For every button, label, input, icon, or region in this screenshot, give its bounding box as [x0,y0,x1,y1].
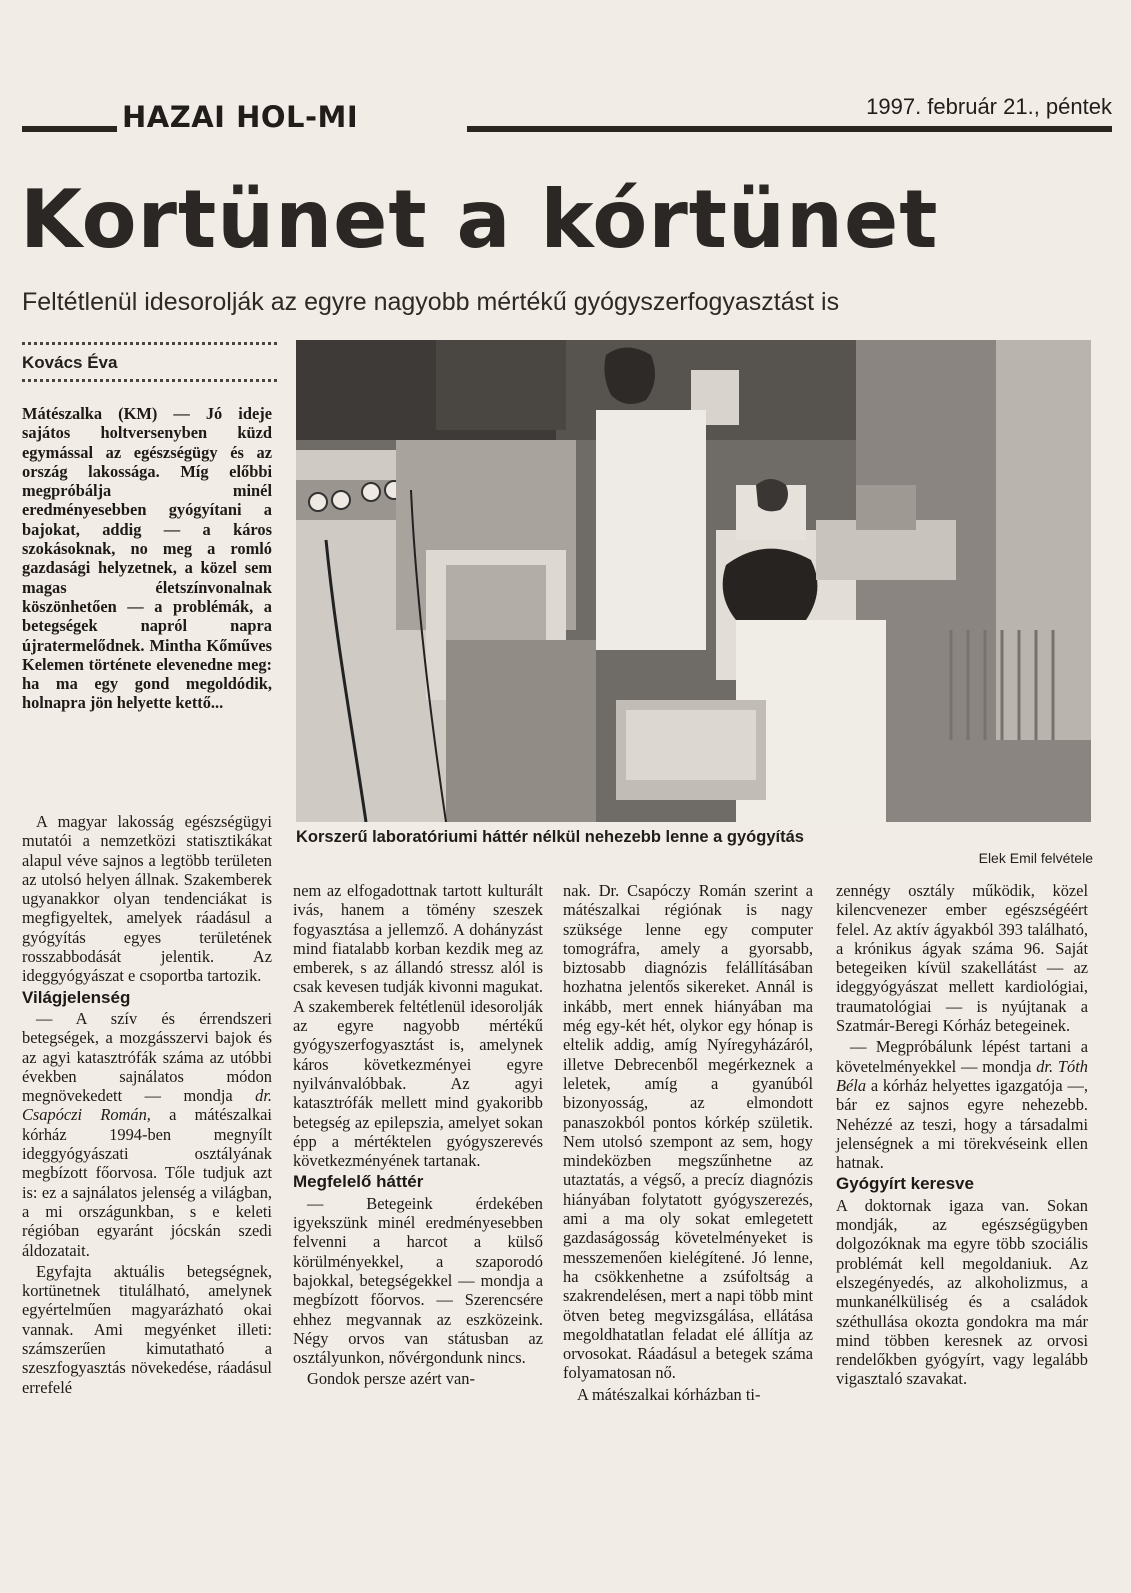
section-title: HAZAI HOL-MI [122,100,359,134]
col4-paragraph-2 [836,1037,1088,1172]
col1-p2-name: dr. Csapóczi Román, [22,1086,272,1125]
col1-paragraph-1: A magyar lakosság egészségügyi mutatói a nemzetközi statisztikákat alapul véve sajnos a legtöbb területen az utolsó helyen állnak. Szakemberek ugyanakkor olyan tendenciákat is megfigyeltek, amelyek ráadásul a gyógyítás egyes területének rosszabbodását jelentik. Az ideggyógyászat e csoportba tartozik. [22,812,272,986]
col1-p2-text-b: a mátészalkai kórház 1994-ben megnyílt ideggyógyászati osztályának megbízott főorvosa. Tőle tudjuk azt is: ez a sajnálatos jelenség a világban, a mi országunkban, s e keleti régióban egyaránt jócskán szedi áldozatait. [22,1105,272,1260]
photo-caption: Korszerű laboratóriumi háttér nélkül nehezebb lenne a gyógyítás [296,828,804,846]
col3-paragraph-2: A mátészalkai kórházban ti- [577,1384,761,1404]
col2-paragraph-3: Gondok persze azért van- [307,1369,475,1389]
lab-photo-illustration [296,340,1091,822]
col4-p2-text-b: a kórház helyettes igazgatója —, bár ez sajnos egyre nehezebb. Nehézzé az teszi, hogy a társadalmi jelenségnek a mi törekvéseink ellen hatnak. [836,1075,1088,1173]
column-2 [293,881,543,1391]
column-4 [836,881,1088,1391]
column-1 [22,812,272,1399]
dotted-rule-bottom [22,379,277,382]
subheading-megfelelo-hatter: Megfelelő háttér [293,1172,424,1192]
lead-paragraph: Mátészalka (KM) — Jó ideje sajátos holtversenyben küzd egymással az egészségügy és az ország lakossága. Míg előbbi megpróbálja minél eredményesebben gyógyítani a bajokat, addig — a káros szokásoknak, no meg a romló gazdasági helyzetnek, a közel sem magas életszínvonalnak köszönhetően — a problémák, a betegségek napról napra újratermelődnek. Mintha Kőműves Kelemen története elevenedne meg: ha ma egy gond megoldódik, holnapra jön helyette kettő... [22,404,272,713]
subheading-vilagjelenseg: Világjelenség [22,987,131,1007]
col4-paragraph-1: zennégy osztály működik, közel kilencvenezer ember egészségéért felel. Az aktív ágyakból 393 található, a krónikus ágyak száma 96. Saját betegeiken kívül szakellátást — az ideggyógyászat mellett kardiológiai, traumatológiai — is nyújtanak a Szatmár-Beregi Kórház betegeinek. [836,881,1088,1036]
col3-paragraph-1: nak. Dr. Csapóczy Román szerint a mátészalkai régiónak is nagy szüksége lenne egy computer tomográfra, amely a gyorsabb, biztosabb diagnózis felállításában hozhatna jelentős sikereket. Annál is inkább, mert ennek hiányában ma még egy-két hét, olykor egy hónap is eltelik addig, amíg Nyíregyházáról, illetve Debrecenből megérkeznek a leletek, amíg a gyanúból bizonyosság, az elmondott panaszokból pontos kórkép születik. Nem utolsó szempont az sem, hogy mindeközben megszűnhetne az utaztatás, a végső, a precíz diagnózis hiányában folytatott gyógyszerezés, ami a ma oly sokat emlegetett gazdaságosság követelményeket is messzemenően kielégítené. Jó lenne, ha csökkenhetne a zsúfoltság a szakrendelésen, mert a napi több mint ötven beteg megvizsgálása, ellátása megoldhatatlan feladat elé állítja az orvosokat. Ráadásul a betegek száma folyamatosan nő. [563,881,813,1383]
col1-p2-text-a: — A szív és érrendszeri betegségek, a mozgásszervi bajok és az agyi katasztrófák száma az utóbbi években sajnálatos módon megnövekedett — mondja [22,1008,272,1106]
lab-photo [296,340,1091,822]
header-rule-left [22,126,117,132]
issue-date: 1997. február 21., péntek [860,94,1112,120]
photo-credit: Elek Emil felvétele [978,850,1093,866]
col4-p2-text-a: — Megpróbálunk lépést tartani a követelményekkel — mondja [836,1037,1088,1076]
column-3 [563,881,813,1406]
col2-paragraph-2: — Betegeink érdekében igyekszünk minél eredményesebben felvenni a harcot a külső körülményekkel, a szaporodó bajokkal, betegségekkel — mondja a megbízott főorvos. — Szerencsére ehhez megvannak az eszközeink. Négy orvos van státusban az osztályunkon, nővérgondunk nincs. [293,1193,543,1368]
col2-paragraph-1: nem az elfogadottnak tartott kulturált ivás, hanem a tömény szeszek fogyasztása a jellemző. A dohányzást mind fiatalabb korban kezdik meg az emberek, s az állandó stressz alól is csak kevesen tudják kivonni magukat. A szakemberek feltétlenül idesorolják az egyre nagyobb mértékű gyógyszerfogyasztást is, amelynek káros következményei egyre nyilvánvalóbbak. Az agyi katasztrófák mellett mind gyakoribb betegség az epilepszia, amelyet sokan épp a mértéktelen gyógyszerevés következményének tartanak. [293,881,543,1171]
byline-box [22,342,277,382]
col4-paragraph-3: A doktornak igaza van. Sokan mondják, az egészségügyben dolgozóknak ma egyre több szociális problémát kell megoldaniuk. Az elszegényedés, az alkoholizmus, a munkanélküliség és a családok széthullása okozta gondokra ma már mind többen keresnek az orvosi rendelőkben gyógyírt, vagy legalább vigasztaló szavakat. [836,1195,1088,1389]
col4-p2-name: dr. Tóth Béla [836,1056,1088,1095]
subheading-gyogyirt-keresve: Gyógyírt keresve [836,1174,974,1194]
lead-column [22,404,272,715]
col1-paragraph-2 [22,1009,272,1260]
subheadline: Feltétlenül idesorolják az egyre nagyobb mértékű gyógyszerfogyasztást is [22,288,840,316]
header-rule-right [467,126,1112,132]
col1-paragraph-3: Egyfajta aktuális betegségnek, kortünetnek titulálható, amelynek egyértelműen magyarázható okai vannak. Ami megyénket illeti: számszerűen kimutatható a szeszfogyasztás növekedése, ráadásul errefelé [22,1261,272,1397]
headline: Kortünet a kórtünet [20,173,939,266]
section-header [22,94,1112,138]
author-byline: Kovács Éva [22,353,118,372]
